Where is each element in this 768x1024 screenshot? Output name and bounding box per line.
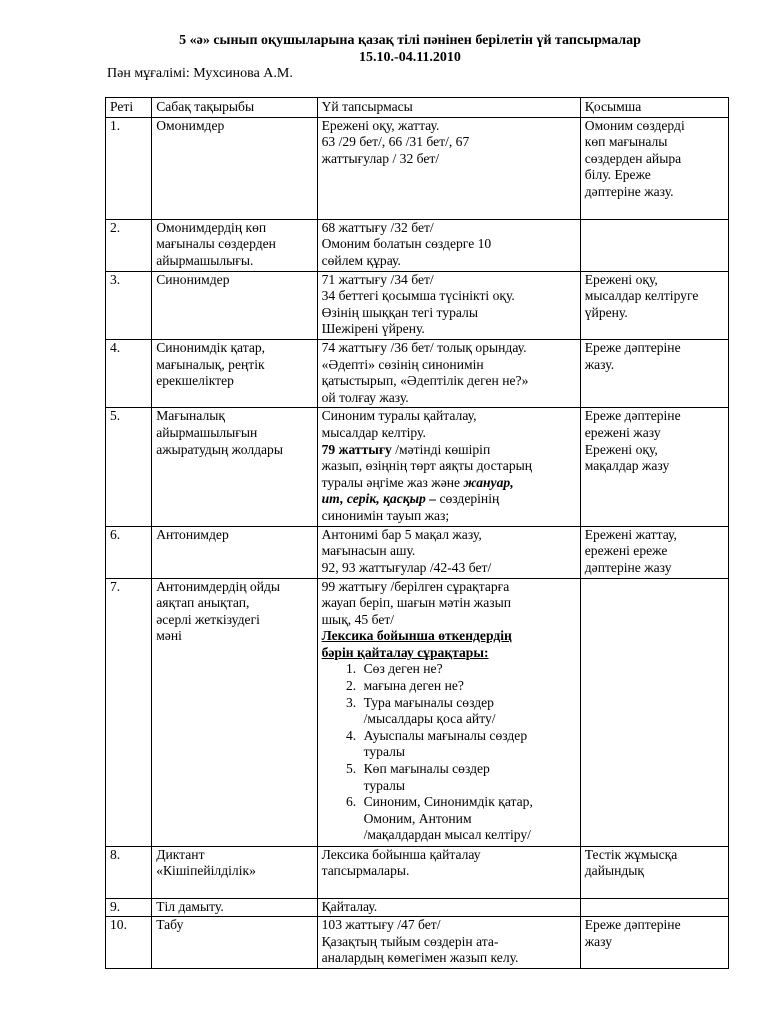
row-number: 6. (106, 526, 152, 578)
text-line: Өзінің шыққан тегі туралы (321, 304, 478, 320)
row-topic (152, 339, 317, 407)
row-topic: Омонимдер (152, 117, 317, 219)
text-line: 74 жаттығу /36 бет/ толық орындау. (321, 339, 527, 355)
review-questions-list (322, 661, 576, 844)
row-topic: Антонимдер (152, 526, 317, 578)
text-line: «Әдепті» сөзінің синонимін (321, 356, 484, 372)
table-row (106, 917, 729, 969)
text-line: әсерлі жеткізудегі (156, 611, 260, 627)
text-line: Ережені оқу, (584, 441, 658, 457)
text-line: 1. Сөз деген не? (363, 661, 443, 677)
text-line: ой толғау жазу. (321, 389, 409, 405)
row-homework (317, 339, 580, 407)
review-heading: Лексика бойынша өткендердің (321, 628, 512, 644)
row-homework (317, 526, 580, 578)
text-line: Ережені оқу, (584, 271, 658, 287)
text-line: Антонимдердің ойды (156, 578, 281, 594)
exercise-number: 79 жаттығу (321, 441, 392, 457)
text-line: Ережені оқу, жаттау. (321, 117, 440, 133)
row-number: 7. (106, 578, 152, 846)
text-line (322, 491, 576, 508)
row-number: 1. (106, 117, 152, 219)
row-additional (580, 846, 728, 898)
table-row (106, 526, 729, 578)
text-line: Омонимдердің көп (156, 219, 267, 235)
table-row (106, 846, 729, 898)
row-topic (152, 578, 317, 846)
text-line: Синоним туралы қайталау, (321, 408, 477, 424)
text-line: Ереже дәптеріне (584, 339, 681, 355)
row-number: 10. (106, 917, 152, 969)
text-line: 71 жаттығу /34 бет/ (321, 271, 434, 287)
text-line: айырмашылығын (156, 424, 258, 440)
row-additional (580, 117, 728, 219)
text-line: шық, 45 бет/ (321, 611, 395, 627)
row-additional (580, 339, 728, 407)
list-item (360, 661, 576, 678)
text-line: Қазақтың тыйым сөздерін ата- (321, 933, 499, 949)
text-line: жазу. (584, 356, 615, 372)
table-row (106, 408, 729, 526)
text-span: сөздерінің (436, 491, 500, 507)
text-line: 99 жаттығу /берілген сұрақтарға (321, 578, 510, 594)
row-topic (152, 408, 317, 526)
text-line: 63 /29 бет/, 66 /31 бет/, 67 (321, 134, 470, 150)
text-line: Омоним сөздерді (584, 117, 685, 133)
text-line: ажыратудың жолдары (156, 441, 283, 457)
text-line: сөйлем құрау. (321, 252, 401, 268)
text-line: дайындық (584, 863, 645, 879)
text-line: 34 беттегі қосымша түсінікті оқу. (321, 288, 515, 304)
text-line: жазу (584, 933, 613, 949)
row-additional (580, 578, 728, 846)
header-additional: Қосымша (580, 98, 728, 118)
text-line: 3. Тура мағыналы сөздер (363, 694, 494, 710)
emphasis-text: ит, серік, қасқыр – (321, 491, 437, 507)
text-line: «Кішіпейілділік» (156, 863, 256, 879)
row-number: 8. (106, 846, 152, 898)
text-line: мағыналық, реңтік (156, 356, 265, 372)
row-homework (317, 898, 580, 917)
text-line: мағынасын ашу. (321, 543, 416, 559)
text-line: қатыстырып, «Әдептілік деген не?» (321, 373, 529, 389)
row-additional (580, 408, 728, 526)
text-line: мысалдар келтіру. (321, 424, 426, 440)
list-item (360, 761, 576, 794)
text-line: сөздерден айыра (584, 150, 682, 166)
text-line: дәптеріне жазу. (584, 183, 674, 199)
text-line: Ережені жаттау, (584, 526, 677, 542)
homework-table (105, 97, 729, 969)
header-homework: Үй тапсырмасы (317, 98, 580, 118)
text-line: дәптеріне жазу (584, 559, 672, 575)
row-topic: Тіл дамыту. (152, 898, 317, 917)
header-number: Реті (106, 98, 152, 118)
table-row (106, 117, 729, 219)
text-line: Мағыналық (156, 408, 225, 424)
list-item (360, 678, 576, 695)
row-additional (580, 271, 728, 339)
text-line: мақалдар жазу (584, 458, 670, 474)
row-homework (317, 271, 580, 339)
row-number: 9. (106, 898, 152, 917)
text-line (322, 475, 576, 492)
document-title (0, 32, 768, 66)
text-line: туралы (363, 777, 406, 793)
text-line: ерекшеліктер (156, 373, 234, 389)
text-line: тапсырмалары. (321, 863, 410, 879)
row-additional (580, 917, 728, 969)
text-line: ережені жазу (584, 424, 661, 440)
text-line: 4. Ауыспалы мағыналы сөздер (363, 727, 528, 743)
text-line: аяқтап анықтап, (156, 595, 250, 611)
row-additional (580, 526, 728, 578)
text-line: білу. Ереже (584, 167, 651, 183)
text-line (322, 442, 576, 459)
text-line: Антонимі бар 5 мақал жазу, (321, 526, 482, 542)
list-item (360, 794, 576, 844)
list-item (360, 728, 576, 761)
text-line: 2. мағына деген не? (363, 678, 464, 694)
table-row (106, 339, 729, 407)
text-line: Лексика бойынша қайталау (321, 846, 481, 862)
text-line: ережені ереже (584, 543, 668, 559)
row-homework (317, 917, 580, 969)
text-line: мәні (156, 628, 182, 644)
teacher-name: Пән мұғалімі: Мухсинова А.М. (107, 66, 293, 81)
text-line: Омоним, Антоним (363, 810, 472, 826)
row-homework (317, 117, 580, 219)
text-line: 92, 93 жаттығулар /42-43 бет/ (321, 559, 492, 575)
text-line: мысалдар келтіруге (584, 288, 699, 304)
row-number: 3. (106, 271, 152, 339)
title-line-2: 15.10.-04.11.2010 (359, 50, 461, 65)
text-line: аналардың көмегімен жазып келу. (321, 950, 519, 966)
table-row (106, 578, 729, 846)
text-line: туралы (363, 744, 406, 760)
text-line: Диктант (156, 846, 205, 862)
text-line: 5. Көп мағыналы сөздер (363, 761, 490, 777)
row-additional (580, 898, 728, 917)
row-homework (317, 846, 580, 898)
text-line: /мысалдары қоса айту/ (363, 711, 496, 727)
row-number: 2. (106, 219, 152, 271)
row-topic: Синонимдер (152, 271, 317, 339)
row-homework (317, 578, 580, 846)
row-homework (317, 408, 580, 526)
text-line: жаттығулар / 32 бет/ (321, 150, 440, 166)
emphasis-text: жануар, (463, 474, 514, 490)
title-line-1: 5 «ә» сынып оқушыларына қазақ тілі пәнінен берілетін үй тапсырмалар (179, 33, 641, 48)
row-number: 5. (106, 408, 152, 526)
table-row (106, 219, 729, 271)
row-topic (152, 846, 317, 898)
text-line: үйрену. (584, 304, 628, 320)
header-topic: Сабақ тақырыбы (152, 98, 317, 118)
text-span: /мәтінді көшіріп (391, 441, 491, 457)
text-line: жауап беріп, шағын мәтін жазып (321, 595, 512, 611)
text-line: Омоним болатын сөздерге 10 (321, 236, 492, 252)
table-row (106, 271, 729, 339)
row-additional (580, 219, 728, 271)
text-line: 103 жаттығу /47 бет/ (321, 917, 441, 933)
text-line: Тестік жұмысқа (584, 846, 678, 862)
table-header-row (106, 98, 729, 118)
list-item (360, 695, 576, 728)
text-line: Шежірені үйрену. (321, 321, 425, 337)
text-line: /мақалдардан мысал келтіру/ (363, 827, 531, 843)
row-number: 4. (106, 339, 152, 407)
text-span: туралы әңгіме жаз және (321, 474, 464, 490)
row-topic: Табу (152, 917, 317, 969)
text-line: 68 жаттығу /32 бет/ (321, 219, 434, 235)
text-line: айырмашылығы. (156, 252, 254, 268)
text-line: Қайталау. (321, 898, 378, 914)
table-row (106, 898, 729, 917)
text-line: мағыналы сөздерден (156, 236, 276, 252)
row-topic (152, 219, 317, 271)
review-heading: бәрін қайталау сұрақтары: (321, 644, 489, 660)
text-line: жазып, өзіңнің төрт аяқты достарың (321, 458, 533, 474)
text-line: Синонимдік қатар, (156, 339, 266, 355)
text-line: Ереже дәптеріне (584, 917, 681, 933)
text-line: Ереже дәптеріне (584, 408, 681, 424)
text-line: көп мағыналы (584, 134, 668, 150)
text-line: синонимін тауып жаз; (321, 507, 450, 523)
row-homework (317, 219, 580, 271)
text-line: 6. Синоним, Синонимдік қатар, (363, 794, 533, 810)
